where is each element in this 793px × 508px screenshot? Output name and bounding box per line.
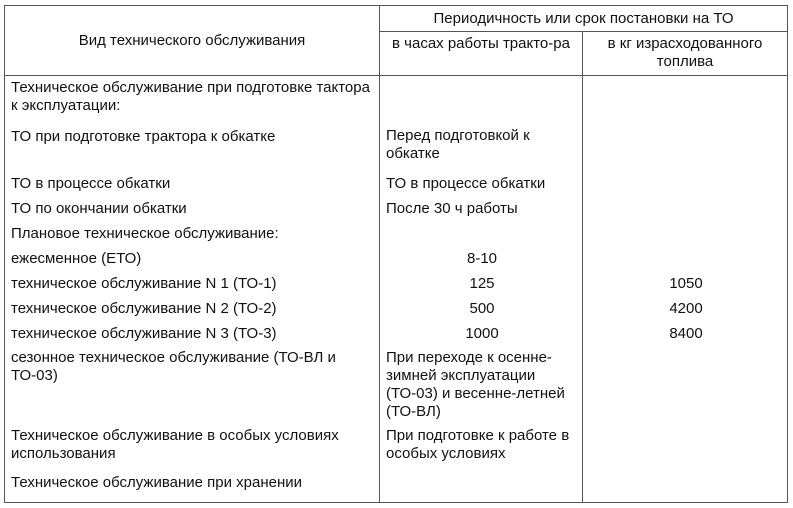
row-9-type: техническое обслуживание N 3 (ТО-3) (11, 325, 277, 342)
row-11-type: Техническое обслуживание в особых условиях использования (11, 427, 339, 462)
row-10-type: сезонное техническое обслуживание (ТО-ВЛ и ТО-03) (11, 349, 336, 384)
header-maintenance-type: Вид технического обслуживания (5, 6, 380, 76)
row-4-fuel (589, 196, 783, 221)
row-4-hours: После 30 ч работы (386, 200, 518, 217)
row-5-hours (386, 221, 578, 246)
row-12-fuel (589, 470, 783, 495)
header-hours (380, 32, 583, 76)
row-8-hours: 500 (469, 300, 495, 317)
row-10-hours: При переходе к осенне-зимней эксплуатации (ТО-03) и весенне-летней (ТО-ВЛ) (386, 349, 565, 420)
header-fuel (583, 32, 788, 76)
row-1-hours (386, 76, 578, 124)
row-8-fuel: 4200 (669, 300, 703, 317)
row-3-type: ТО в процессе обкатки (11, 175, 171, 192)
row-9-hours: 1000 (465, 325, 499, 342)
row-11-hours: При подготовке к работе в особых условиях (386, 427, 570, 462)
row-9-fuel: 8400 (669, 325, 703, 342)
column-hours (380, 76, 583, 503)
row-6-fuel (589, 246, 783, 271)
column-maintenance-type (5, 76, 380, 503)
row-3-hours: ТО в процессе обкатки (386, 175, 546, 192)
row-5-type: Плановое техническое обслуживание: (11, 225, 279, 242)
row-5-fuel (589, 221, 783, 246)
spacer (11, 149, 375, 171)
row-2-hours: Перед подготовкой к обкатке (386, 127, 530, 162)
row-2-type: ТО при подготовке трактора к обкатке (11, 128, 276, 145)
row-10-fuel (589, 346, 783, 424)
column-fuel (583, 76, 788, 503)
row-7-fuel: 1050 (669, 275, 703, 292)
header-periodicity: Периодичность или срок постановки на ТО (380, 6, 788, 32)
row-1-type: Техническое обслуживание при подготовке тактора к эксплуатации: (11, 79, 370, 114)
row-2-fuel (589, 124, 783, 171)
row-3-fuel (589, 171, 783, 196)
header-hours-label: в часах работы тракто-ра (392, 35, 570, 52)
row-4-type: ТО по окончании обкатки (11, 200, 187, 217)
row-6-type: ежесменное (ЕТО) (11, 250, 142, 267)
header-fuel-label: в кг израсходованного топлива (607, 35, 763, 70)
row-12-hours (386, 470, 578, 495)
row-6-hours: 8-10 (466, 250, 498, 267)
row-11-fuel (589, 424, 783, 470)
row-7-hours: 125 (469, 275, 495, 292)
row-7-type: техническое обслуживание N 1 (ТО-1) (11, 275, 277, 292)
row-8-type: техническое обслуживание N 2 (ТО-2) (11, 300, 277, 317)
maintenance-schedule-table (4, 5, 788, 503)
row-12-type: Техническое обслуживание при хранении (11, 474, 303, 491)
row-1-fuel (589, 76, 783, 124)
